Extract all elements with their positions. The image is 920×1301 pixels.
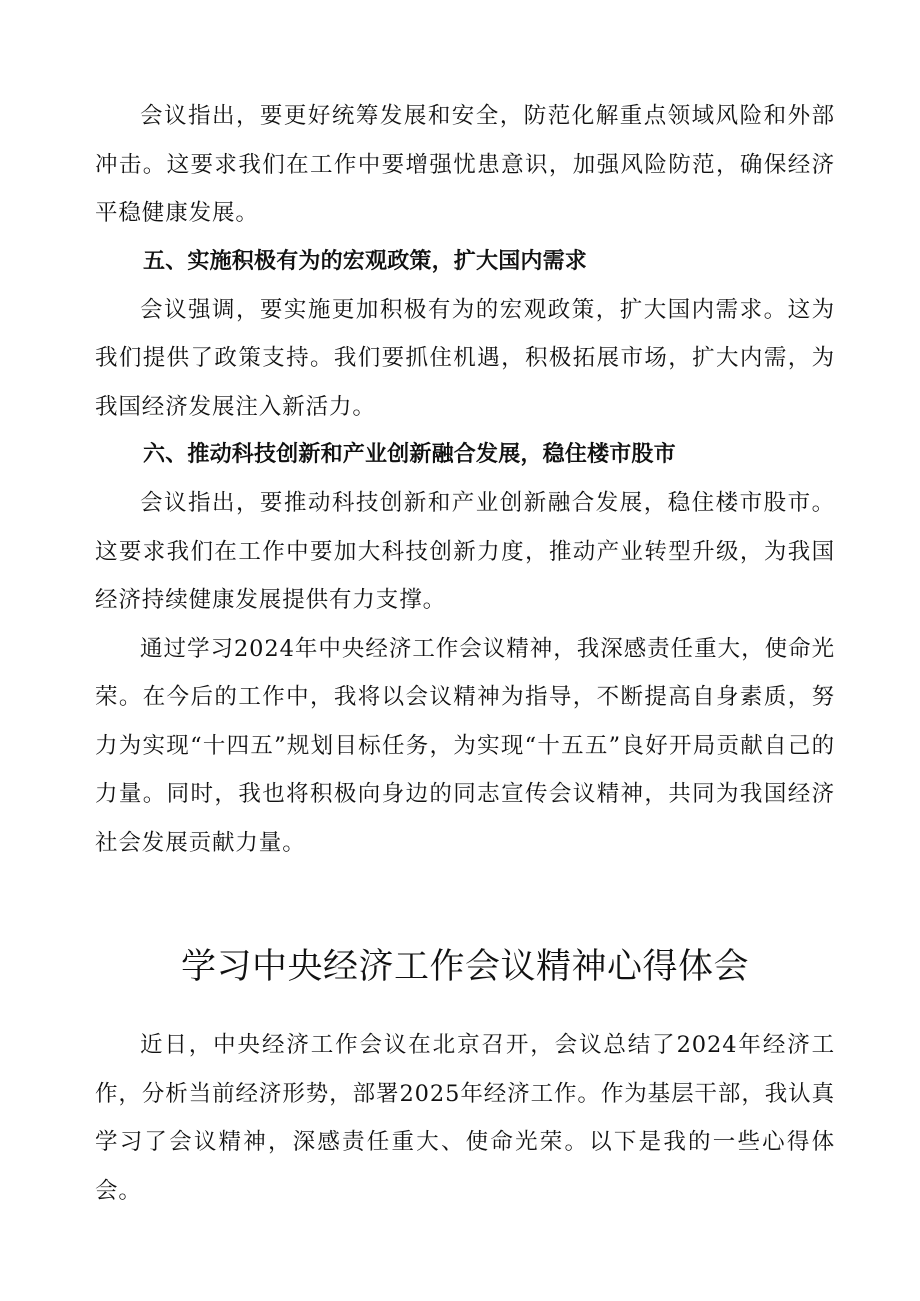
heading-section-five: 五、实施积极有为的宏观政策，扩大国内需求 xyxy=(143,248,588,274)
paragraph-introduction: 近日，中央经济工作会议在北京召开，会议总结了2024年经济工作，分析当前经济形势，部署2025年经济工作。作为基层干部，我认真学习了会议精神，深感责任重大、使命光荣。以下是我的一些心得体会。 xyxy=(95,1032,835,1204)
document-page xyxy=(95,92,835,1215)
paragraph-conclusion: 通过学习2024年中央经济工作会议精神，我深感责任重大，使命光荣。在今后的工作中，我将以会议精神为指导，不断提高自身素质，努力为实现“十四五”规划目标任务，为实现“十五五”良好开局贡献自己的力量。同时，我也将积极向身边的同志宣传会议精神，共同为我国经济社会发展贡献力量。 xyxy=(95,635,835,856)
paragraph-risk-prevention: 会议指出，要更好统筹发展和安全，防范化解重点领域风险和外部冲击。这要求我们在工作中要增强忧患意识，加强风险防范，确保经济平稳健康发展。 xyxy=(95,103,835,226)
title-spacer xyxy=(95,997,835,1021)
document-title: 学习中央经济工作会议精神心得体会 xyxy=(180,947,749,987)
heading-section-six: 六、推动科技创新和产业创新融合发展，稳住楼市股市 xyxy=(143,442,676,467)
section-spacer xyxy=(95,867,835,937)
paragraph-macro-policy: 会议强调，要实施更加积极有为的宏观政策，扩大国内需求。这为我们提供了政策支持。我们要抓住机遇，积极拓展市场，扩大内需，为我国经济发展注入新活力。 xyxy=(95,296,835,420)
paragraph-tech-innovation: 会议指出，要推动科技创新和产业创新融合发展，稳住楼市股市。这要求我们在工作中要加大科技创新力度，推动产业转型升级，为我国经济持续健康发展提供有力支撑。 xyxy=(95,490,835,613)
